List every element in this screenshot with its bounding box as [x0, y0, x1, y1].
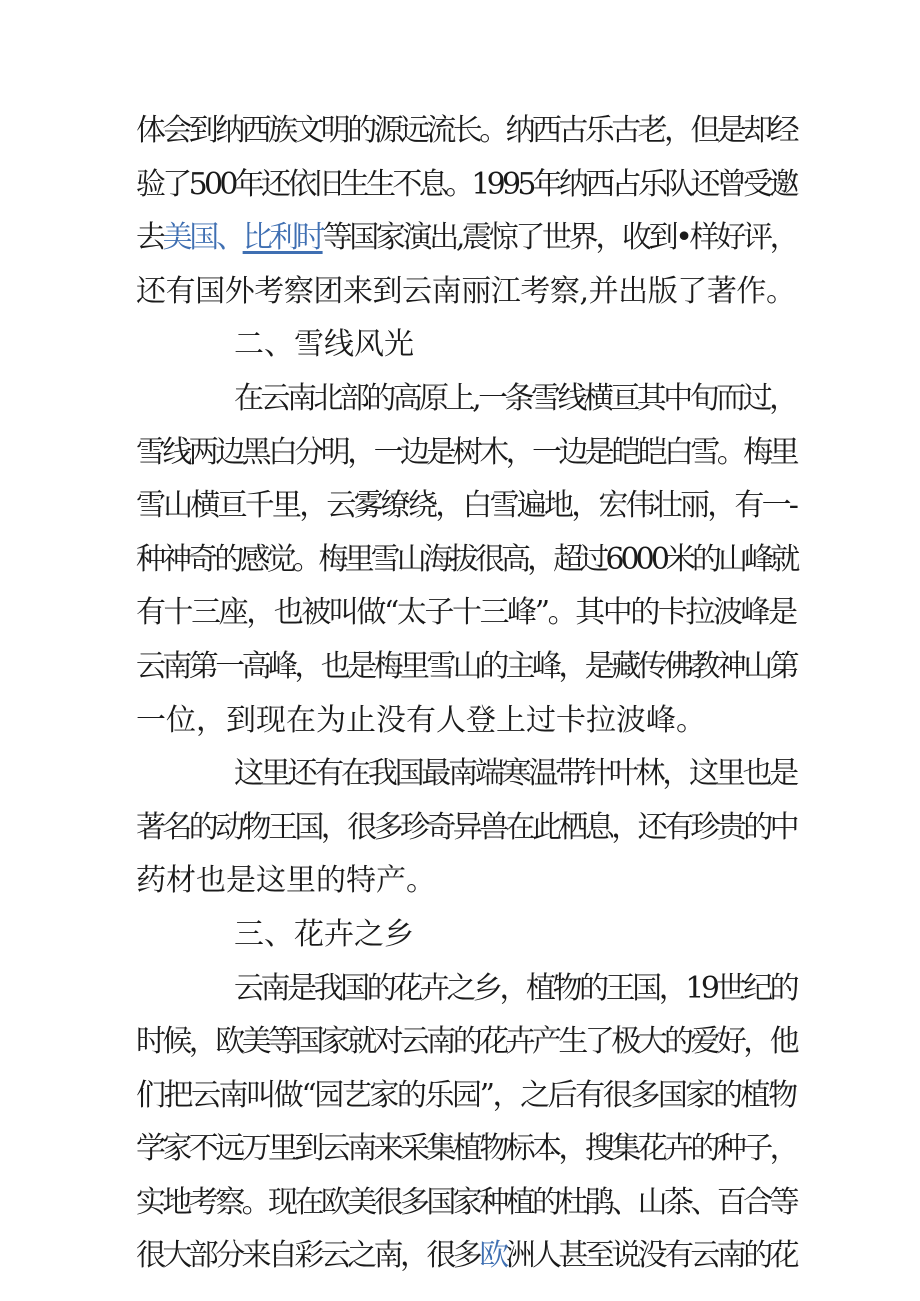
paragraph-line: 这里还有在我国最南端寒温带针叶林，这里也是: [234, 756, 796, 792]
paragraph-line: 种神奇的感觉。梅里雪山海拔很高，超过6000米的山峰就: [136, 541, 797, 577]
paragraph-line: 雪线两边黑白分明，一边是树木，一边是皑皑白雪。梅里: [136, 434, 796, 470]
link-usa[interactable]: 美国、: [162, 220, 243, 256]
link-europe[interactable]: 欧: [479, 1238, 506, 1274]
paragraph-line: 体会到纳西族文明的源远流长。纳西古乐古老，但是却经: [136, 113, 796, 148]
line-text: 等国家演出,震惊了世界，收到•样好评，: [322, 220, 797, 256]
paragraph-line: 一位，到现在为止没有人登上过卡拉波峰。: [136, 702, 706, 738]
line-text: 洲人甚至说没有云南的花: [505, 1238, 797, 1274]
paragraph-line: 云南是我国的花卉之乡，植物的王国，19世纪的: [234, 970, 797, 1006]
paragraph-line: 学家不远万里到云南来采集植物标本，搜集花卉的种子，: [136, 1131, 796, 1167]
paragraph-line: 著名的动物王国，很多珍奇异兽在此栖息，还有珍贵的中: [136, 809, 796, 845]
paragraph-line: 在云南北部的高原上,一条雪线横亘其中旬而过，: [234, 380, 796, 416]
paragraph-line: 还有国外考察团来到云南丽江考察,并出版了著作。: [136, 273, 796, 309]
section-heading-flowers: 三、花卉之乡: [234, 916, 414, 952]
paragraph-line: 验了500年还依旧生生不息。1995年纳西占乐队还曾受邀: [136, 166, 796, 202]
paragraph-line: 云南第一高峰，也是梅里雪山的主峰，是藏传佛教神山第: [136, 648, 796, 684]
paragraph-line: 实地考察。现在欧美很多国家种植的杜鹃、山茶、百合等: [136, 1184, 796, 1220]
paragraph-line: 时候，欧美等国家就对云南的花卉产生了极大的爱好，他: [136, 1024, 796, 1060]
line-text: 去: [136, 220, 163, 256]
line-text: 很大部分来自彩云之南，很多: [136, 1238, 480, 1274]
paragraph-line-with-links: [136, 211, 796, 265]
section-heading-snowline: 二、雪线风光: [234, 327, 414, 363]
paragraph-line: 有十三座，也被叫做“太子十三峰”。其中的卡拉波峰是: [136, 595, 796, 631]
article-body: [136, 104, 796, 1283]
paragraph-line: 药材也是这里的特产。: [136, 863, 436, 899]
paragraph-line-with-link: [136, 1229, 796, 1283]
paragraph-line: 雪山横亘千里，云雾缭绕，白雪遍地，宏伟壮丽，有一-: [136, 488, 797, 524]
link-belgium[interactable]: 比利时: [242, 220, 323, 256]
paragraph-line: 们把云南叫做“园艺家的乐园”，之后有很多国家的植物: [136, 1077, 796, 1113]
